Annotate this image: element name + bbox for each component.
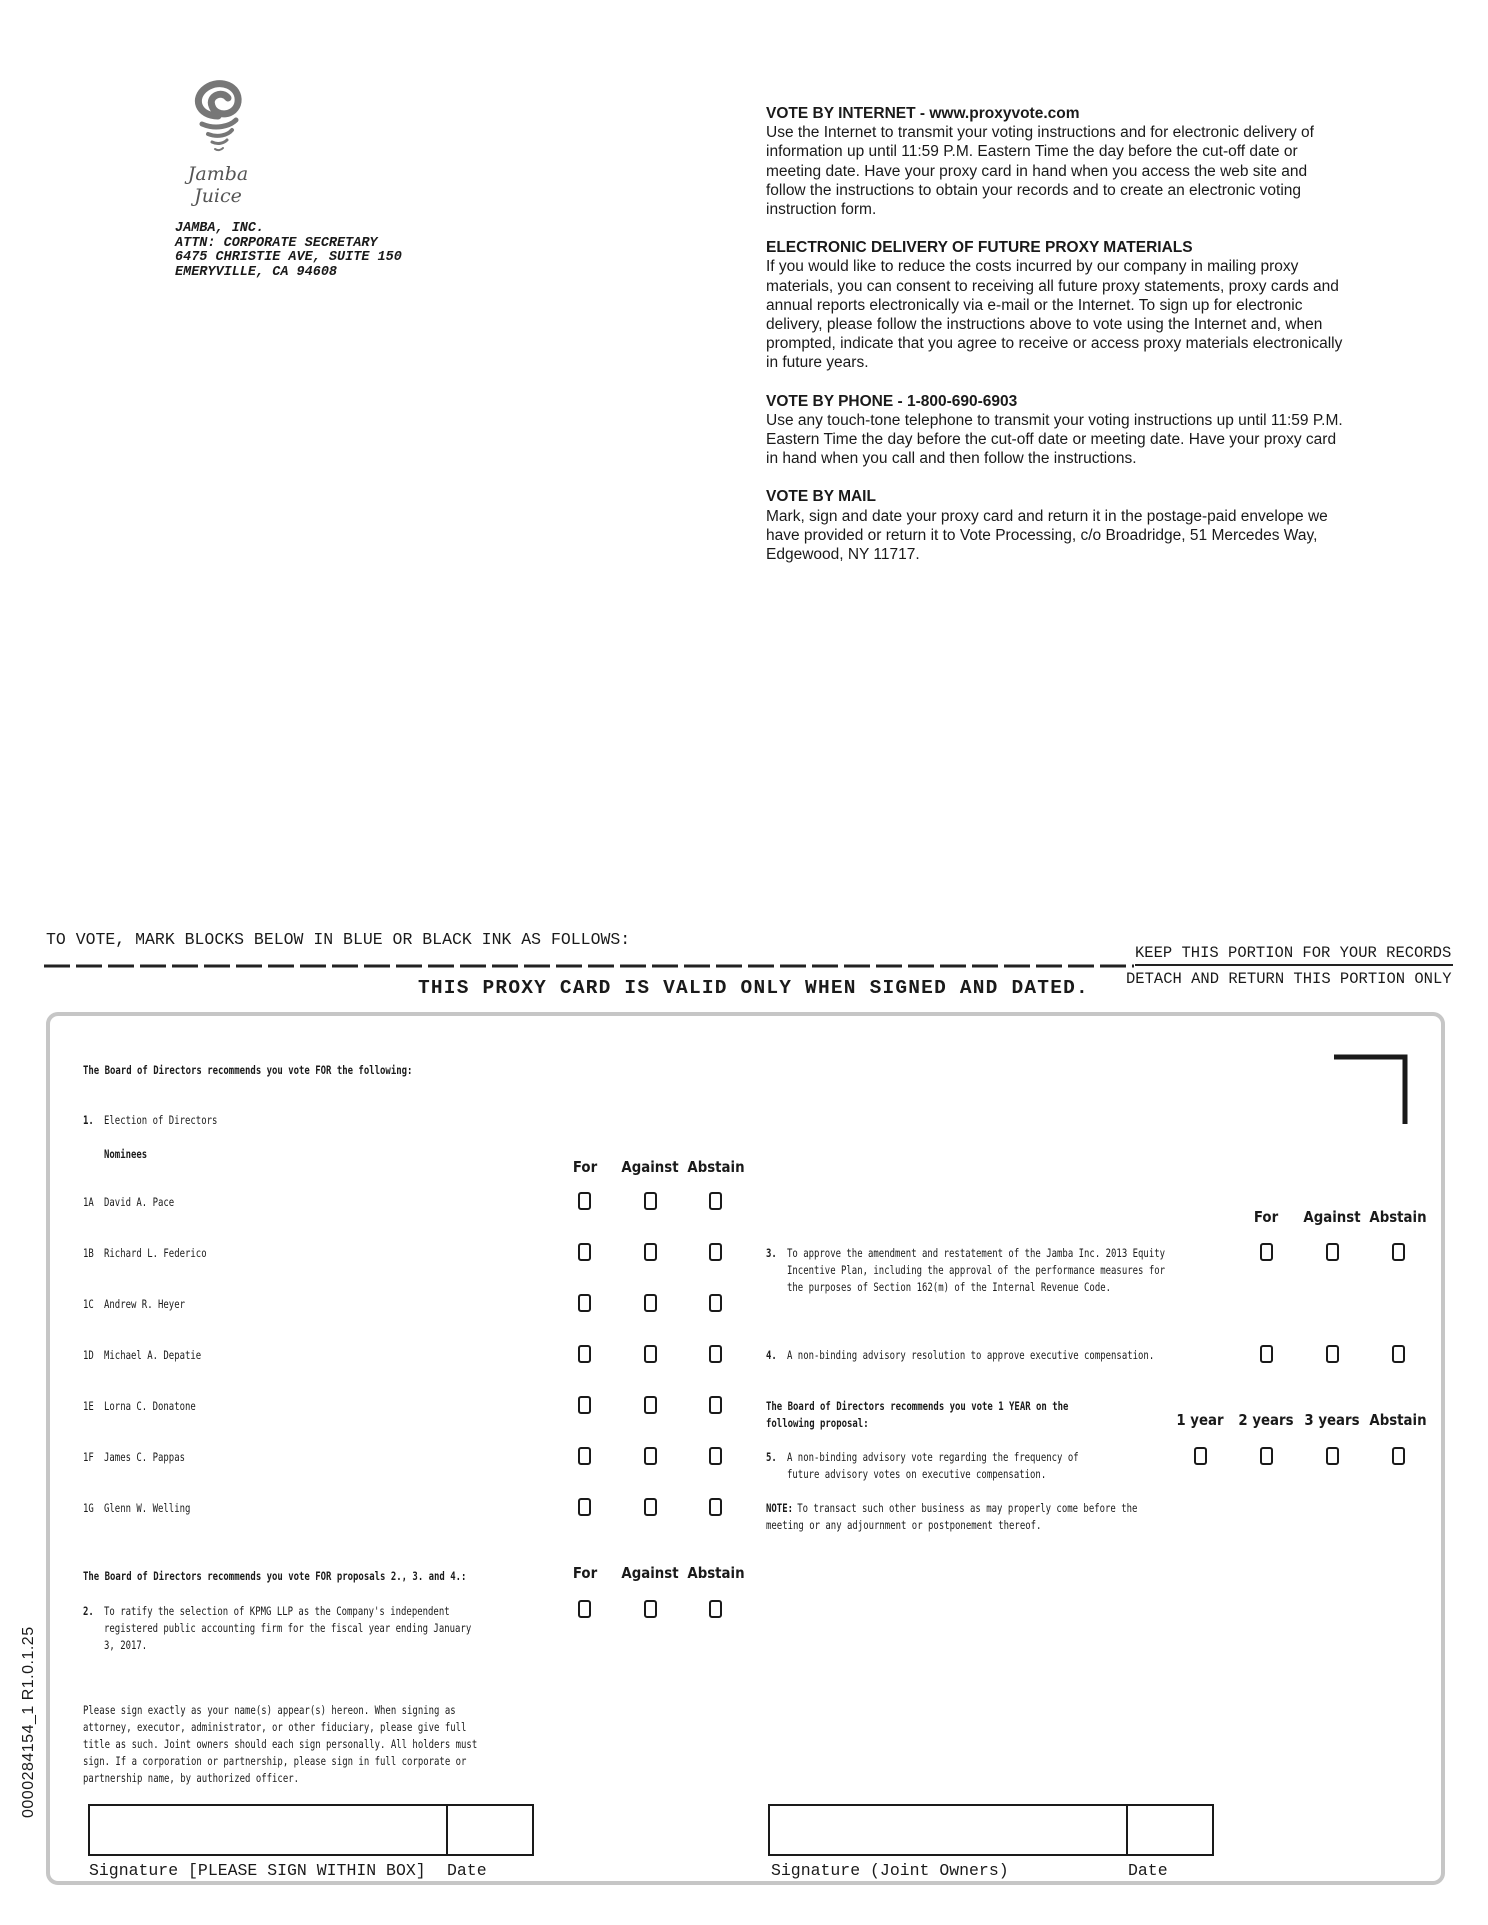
vote-checkbox-for[interactable] (578, 1600, 591, 1618)
vote-checkbox-abstain[interactable] (709, 1243, 722, 1261)
jamba-juice-logo (168, 72, 268, 212)
proposal-1-label: Election of Directors (104, 1113, 218, 1127)
column-abstain: Abstain (1369, 1411, 1427, 1429)
column-abstain: Abstain (687, 1564, 745, 1582)
section-heading: VOTE BY PHONE - 1-800-690-6903 (766, 392, 1018, 410)
vote-checkbox-abstain[interactable] (709, 1600, 722, 1618)
column-against: Against (1303, 1208, 1361, 1226)
keep-divider (1135, 964, 1453, 966)
vote-checkbox-against[interactable] (644, 1498, 657, 1516)
section-heading: ELECTRONIC DELIVERY OF FUTURE PROXY MATERIALS (766, 239, 1193, 257)
signature-label: Signature [PLEASE SIGN WITHIN BOX] (89, 1861, 426, 1880)
section-body: Use the Internet to transmit your voting instructions and for electronic delivery of information up until 11:59 P.M. Eastern Time the day before the cut-off date or meeting date. Have your proxy card in hand when you access the web site and follow the instructions to obtain your records and to create an electronic voting instruction form. (766, 124, 1314, 219)
detach-portion-text: DETACH AND RETURN THIS PORTION ONLY (1126, 970, 1452, 988)
joint-date-box[interactable] (1126, 1804, 1214, 1856)
vote-checkbox-for[interactable] (578, 1498, 591, 1516)
vote-checkbox-against[interactable] (644, 1600, 657, 1618)
vote-checkbox-against[interactable] (644, 1243, 657, 1261)
vote-checkbox-3-years[interactable] (1326, 1447, 1339, 1465)
column-abstain: Abstain (1369, 1208, 1427, 1226)
vote-checkbox-abstain[interactable] (709, 1498, 722, 1516)
nominee-name: Richard L. Federico (104, 1246, 207, 1260)
vote-checkbox-against[interactable] (644, 1294, 657, 1312)
vote-checkbox-abstain[interactable] (709, 1294, 722, 1312)
vote-checkbox-abstain[interactable] (1392, 1345, 1405, 1363)
instruction-line: title as such. Joint owners should each sign personally. All holders must (83, 1737, 478, 1751)
column-for: For (572, 1158, 598, 1176)
column-abstain: Abstain (687, 1158, 745, 1176)
nominee-id: 1C (83, 1297, 94, 1311)
vote-by-phone-section (766, 392, 1346, 469)
board-recommendation-3 (766, 1398, 1068, 1432)
note-label: NOTE: (766, 1501, 794, 1515)
column-against: Against (621, 1158, 679, 1176)
board-recommendation-2: The Board of Directors recommends you vote FOR proposals 2., 3. and 4.: (83, 1569, 467, 1583)
column-for: For (572, 1564, 598, 1582)
vote-checkbox-abstain[interactable] (709, 1447, 722, 1465)
vote-by-internet-section (766, 104, 1346, 219)
nominee-name: Lorna C. Donatone (104, 1399, 196, 1413)
joint-signature-label: Signature (Joint Owners) (771, 1861, 1009, 1880)
instruction-line: partnership name, by authorized officer. (83, 1771, 300, 1785)
vote-checkbox-for[interactable] (578, 1447, 591, 1465)
mark-instruction: TO VOTE, MARK BLOCKS BELOW IN BLUE OR BLACK INK AS FOLLOWS: (46, 930, 631, 949)
nominee-name: Andrew R. Heyer (104, 1297, 186, 1311)
proposal-line: registered public accounting firm for the fiscal year ending January (104, 1621, 472, 1635)
recommendation-line: following proposal: (766, 1416, 869, 1430)
vote-checkbox-for[interactable] (578, 1243, 591, 1261)
vote-checkbox-for[interactable] (1260, 1345, 1273, 1363)
nominee-id: 1F (83, 1450, 94, 1464)
vote-checkbox-against[interactable] (644, 1396, 657, 1414)
vote-checkbox-against[interactable] (644, 1447, 657, 1465)
section-heading: VOTE BY INTERNET - www.proxyvote.com (766, 105, 1080, 122)
address-line: ATTN: CORPORATE SECRETARY (175, 235, 378, 251)
document-code: 0000284154_1 R1.0.1.25 (20, 1626, 37, 1818)
instruction-line: sign. If a corporation or partnership, please sign in full corporate or (83, 1754, 467, 1768)
proposal-2-number: 2. (83, 1604, 94, 1618)
section-heading: VOTE BY MAIL (766, 488, 876, 506)
vote-checkbox-against[interactable] (644, 1345, 657, 1363)
column-3-years: 3 years (1304, 1411, 1360, 1429)
proposal-line: future advisory votes on executive compensation. (787, 1467, 1047, 1481)
proposal-5-text (787, 1449, 1079, 1483)
proposal-3-text (787, 1245, 1165, 1296)
nominee-name: David A. Pace (104, 1195, 175, 1209)
proposal-line: 3, 2017. (104, 1638, 148, 1652)
vote-checkbox-2-years[interactable] (1260, 1447, 1273, 1465)
proposal-3-number: 3. (766, 1246, 777, 1260)
nominee-id: 1E (83, 1399, 94, 1413)
proposal-line: the purposes of Section 162(m) of the Internal Revenue Code. (787, 1280, 1112, 1294)
voting-instructions (766, 104, 1346, 583)
recommendation-line: The Board of Directors recommends you vote 1 YEAR on the (766, 1399, 1069, 1413)
instruction-line: attorney, executor, administrator, or other fiduciary, please give full (83, 1720, 467, 1734)
vote-checkbox-for[interactable] (1260, 1243, 1273, 1261)
vote-checkbox-for[interactable] (578, 1396, 591, 1414)
proposal-4-number: 4. (766, 1348, 777, 1362)
keep-portion-text: KEEP THIS PORTION FOR YOUR RECORDS (1135, 944, 1452, 962)
proposal-line: A non-binding advisory vote regarding the frequency of (787, 1450, 1079, 1464)
signature-box[interactable] (88, 1804, 448, 1856)
instruction-line: Please sign exactly as your name(s) appear(s) hereon. When signing as (83, 1703, 456, 1717)
vote-checkbox-abstain[interactable] (1392, 1243, 1405, 1261)
note-text (766, 1500, 1137, 1534)
vote-checkbox-abstain[interactable] (709, 1345, 722, 1363)
svg-text:Jamba: Jamba (187, 163, 249, 185)
vote-checkbox-abstain[interactable] (1392, 1447, 1405, 1465)
proposal-line: Incentive Plan, including the approval of the performance measures for (787, 1263, 1166, 1277)
section-body: Use any touch-tone telephone to transmit your voting instructions up until 11:59 P.M. Eastern Time the day before the cut-off date or meeting date. Have your proxy card in hand when you call and then follow the instructions. (766, 411, 1343, 468)
nominee-id: 1A (83, 1195, 94, 1209)
column-2-years: 2 years (1238, 1411, 1294, 1429)
nominee-name: James C. Pappas (104, 1450, 186, 1464)
vote-checkbox-against[interactable] (1326, 1243, 1339, 1261)
column-1-year: 1 year (1176, 1411, 1224, 1429)
vote-checkbox-for[interactable] (578, 1192, 591, 1210)
proposal-2-text (104, 1603, 471, 1654)
vote-checkbox-abstain[interactable] (709, 1396, 722, 1414)
address-line: 6475 CHRISTIE AVE, SUITE 150 (175, 250, 402, 265)
nominee-name: Glenn W. Welling (104, 1501, 191, 1515)
vote-checkbox-for[interactable] (578, 1345, 591, 1363)
svg-text:Juice: Juice (194, 185, 242, 207)
proposal-4-text: A non-binding advisory resolution to approve executive compensation. (787, 1348, 1155, 1362)
nominee-name: Michael A. Depatie (104, 1348, 202, 1362)
nominees-label: Nominees (104, 1147, 148, 1161)
electronic-delivery-section (766, 238, 1346, 372)
sign-instructions (83, 1702, 477, 1787)
section-body: If you would like to reduce the costs incurred by our company in mailing proxy materials, you can consent to receiving all future proxy statements, proxy cards and annual reports electronically via e-mail or the Internet. To sign up for electronic delivery, please follow the instructions above to vote using the Internet and, when prompted, indicate that you agree to receive or access proxy materials electronically in future years. (766, 258, 1343, 372)
joint-date-label: Date (1128, 1861, 1168, 1880)
vote-by-mail-section (766, 487, 1346, 564)
column-for: For (1253, 1208, 1279, 1226)
vote-checkbox-1-year[interactable] (1194, 1447, 1207, 1465)
valid-notice: THIS PROXY CARD IS VALID ONLY WHEN SIGNED AND DATED. (418, 977, 1089, 999)
proposal-line: To ratify the selection of KPMG LLP as the Company's independent (104, 1604, 450, 1618)
address-line: EMERYVILLE, CA 94608 (175, 264, 338, 280)
section-body: Mark, sign and date your proxy card and return it in the postage-paid envelope we have provided or return it to Vote Processing, c/o Broadridge, 51 Mercedes Way, Edgewood, NY 11717. (766, 507, 1328, 564)
nominee-id: 1D (83, 1348, 94, 1362)
joint-signature-box[interactable] (768, 1804, 1128, 1856)
column-against: Against (621, 1564, 679, 1582)
note-line: To transact such other business as may properly come before the (797, 1501, 1138, 1515)
vote-checkbox-for[interactable] (578, 1294, 591, 1312)
address-line: JAMBA, INC. (175, 221, 265, 236)
vote-checkbox-abstain[interactable] (709, 1192, 722, 1210)
return-address (175, 222, 402, 280)
detach-dashed-line (44, 964, 1134, 968)
nominee-id: 1G (83, 1501, 94, 1515)
proposal-line: To approve the amendment and restatement of the Jamba Inc. 2013 Equity (787, 1246, 1166, 1260)
date-label: Date (447, 1861, 487, 1880)
date-box[interactable] (446, 1804, 534, 1856)
board-recommendation-1: The Board of Directors recommends you vote FOR the following: (83, 1063, 413, 1077)
registration-mark-icon (1334, 1054, 1408, 1124)
nominee-id: 1B (83, 1246, 94, 1260)
vote-checkbox-against[interactable] (644, 1192, 657, 1210)
proposal-5-number: 5. (766, 1450, 777, 1464)
vote-checkbox-against[interactable] (1326, 1345, 1339, 1363)
note-line: meeting or any adjournment or postponement thereof. (766, 1518, 1042, 1532)
proposal-1-number: 1. (83, 1113, 94, 1127)
